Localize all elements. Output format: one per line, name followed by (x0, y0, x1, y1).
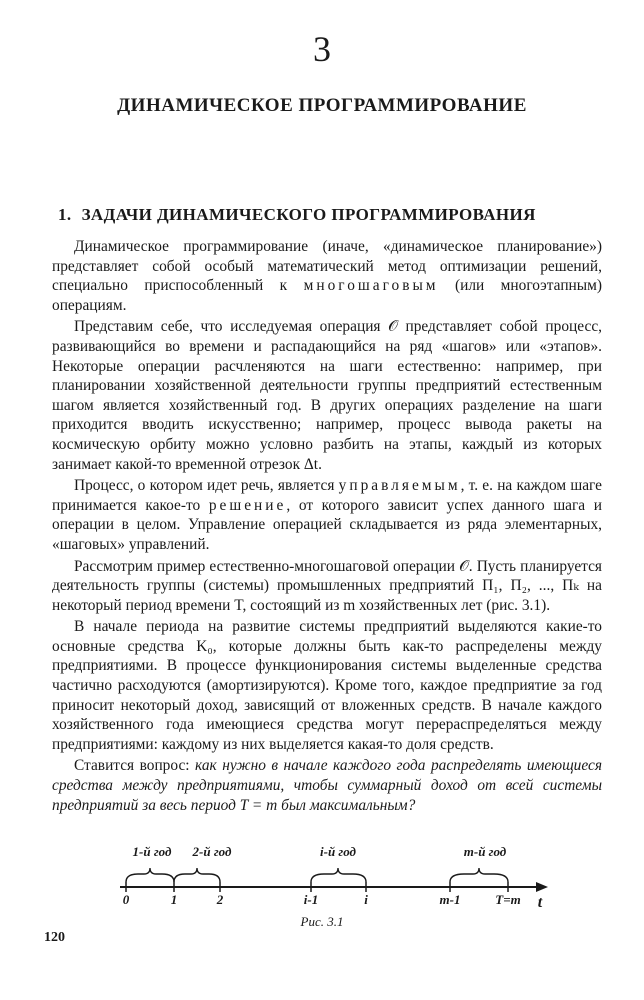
year-label-1: 1-й год (132, 844, 172, 859)
p3-text-c: , от которого зависит успех данного шага и операции в целом. Управление операцией складывается из ряда элементарных, «шаговых» управлений. (52, 496, 602, 553)
tick-label-m: T=m (495, 892, 521, 907)
paragraph-2: Представим себе, что исследуемая операция 𝒪 представляет собой процесс, развивающийся во времени и распадающийся на ряд «шагов» или «этапов». Некоторые операции расчленяются на шаги естественно: например, при планировании хозяйственной деятельности группы предприятий естественным шагом является хозяйственный год. В других операциях разделение на шаги приходится вводить искусственно; например, процесс вывода ракеты на космическую орбиту можно условно разбить на этапы, каждый из которых занимает какой-то временной отрезок Δt. (52, 318, 602, 473)
brace-year-1 (126, 868, 174, 882)
p3-spaced-word-2: решение (208, 496, 287, 514)
p3-text-b: , т. е. на каждом шаге принимается какое-то (52, 477, 602, 514)
body-text (52, 237, 602, 815)
tick-label-1: 1 (170, 892, 178, 907)
tick-label-0: 0 (122, 892, 130, 907)
chapter-number: 3 (313, 29, 331, 69)
chapter-title: ДИНАМИЧЕСКОЕ ПРОГРАММИРОВАНИЕ (117, 95, 527, 116)
tick-label-i: i (364, 892, 368, 907)
timeline-arrow-icon (536, 882, 548, 892)
p1-text-b: (или многоэтапным) операциям. (52, 277, 602, 314)
tick-label-2: 2 (216, 892, 224, 907)
section-title: ЗАДАЧИ ДИНАМИЧЕСКОГО ПРОГРАММИРОВАНИЯ (81, 205, 536, 224)
paragraph-4: Рассмотрим пример естественно-многошаговой операции 𝒪. Пусть планируется деятельность группы (системы) промышленных предприятий П₁, П₂, ..., Пₖ на некоторый период времени T, состоящий из m хозяйственных лет (рис. 3.1). (52, 557, 602, 614)
year-label-i: i-й год (320, 844, 356, 859)
paragraph-5: В начале периода на развитие системы предприятий выделяются какие-то основные средства K₀, которые должны быть как-то распределены между предприятиями. В процессе функционирования системы выделенные средства частично расходуются (амортизируются). Кроме того, каждое предприятие за год приносит некоторый доход, зависящий от вложенных средств. В начале каждого хозяйственного года имеющиеся средства могут перераспределяться между предприятиями: каждому из них выделяется какая-то доля средств. (52, 618, 602, 753)
section-number: 1. (58, 205, 72, 224)
p6-italic-question: как нужно в начале каждого года распределять имеющиеся средства между предприятиями, чтобы суммарный доход от всей системы предприятий за весь период T = m был максимальным? (52, 757, 602, 814)
page-number: 120 (44, 930, 65, 945)
p1-spaced-word: многошаговым (303, 277, 439, 295)
tick-label-i-1: i-1 (303, 892, 319, 907)
brace-year-2 (174, 868, 220, 882)
paragraph-6 (52, 756, 602, 815)
brace-year-i (311, 868, 366, 882)
p1-text-a: Динамическое программирование (иначе, «динамическое планирование») представляет собой особый математический метод оптимизации решений, специально приспособленный к (52, 238, 602, 295)
figure-caption: Рис. 3.1 (300, 914, 344, 929)
paragraph-1 (52, 237, 602, 315)
year-label-m: m-й год (463, 844, 507, 859)
brace-year-m (450, 868, 508, 882)
p3-spaced-word-1: управляемым (338, 477, 461, 495)
section-heading (58, 205, 618, 225)
tick-label-m-1: m-1 (439, 892, 461, 907)
axis-label-t: t (537, 894, 543, 911)
paragraph-3 (52, 476, 602, 554)
p6-text-a: Ставится вопрос: (74, 757, 196, 775)
p3-text-a: Процесс, о котором идет речь, является (74, 477, 339, 495)
year-label-2: 2-й год (192, 844, 232, 859)
